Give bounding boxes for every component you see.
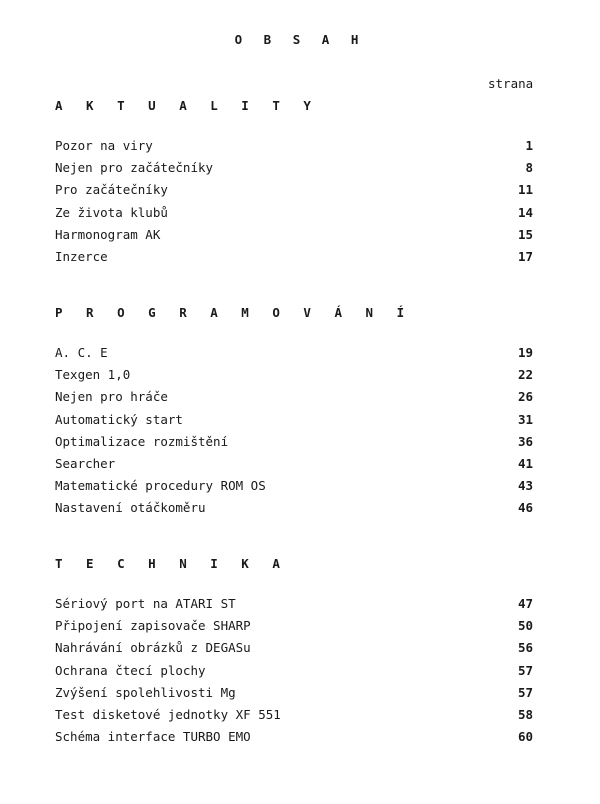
entry-title: Inzerce bbox=[55, 248, 108, 264]
entry-page-number: 57 bbox=[517, 684, 533, 700]
toc-entry[interactable] bbox=[55, 475, 533, 497]
entry-title: Harmonogram AK bbox=[55, 226, 161, 242]
entry-title: Nejen pro hráče bbox=[55, 389, 168, 405]
entry-page-number: 8 bbox=[525, 160, 533, 176]
entry-page-number: 57 bbox=[517, 662, 533, 678]
entry-title: Optimalizace rozmištění bbox=[55, 433, 229, 449]
entry-page-number: 58 bbox=[517, 706, 533, 722]
entry-title: Sériový port na ATARI ST bbox=[55, 596, 236, 611]
entry-page-number: 56 bbox=[517, 640, 533, 656]
entry-title: Ze života klubů bbox=[55, 204, 168, 220]
toc-entry[interactable] bbox=[55, 431, 533, 453]
entry-title: Matematické procedury ROM OS bbox=[55, 478, 266, 494]
toc-entry[interactable] bbox=[55, 202, 533, 224]
section-programovani bbox=[55, 302, 533, 520]
toc-entry[interactable] bbox=[55, 409, 533, 431]
entry-page-number: 46 bbox=[517, 500, 533, 516]
entry-title: Searcher bbox=[55, 455, 116, 471]
toc-entry[interactable] bbox=[55, 660, 533, 682]
entry-title: Texgen 1,0 bbox=[55, 367, 131, 383]
toc-entry[interactable] bbox=[55, 246, 533, 268]
entry-title: Připojení zapisovače SHARP bbox=[55, 618, 251, 634]
entry-title: A. C. E bbox=[55, 345, 108, 360]
entry-page-number: 47 bbox=[517, 596, 533, 611]
entry-page-number: 15 bbox=[517, 226, 533, 242]
toc-list bbox=[55, 342, 533, 520]
toc-entry[interactable] bbox=[55, 704, 533, 726]
entry-page-number: 41 bbox=[517, 455, 533, 471]
entry-page-number: 22 bbox=[517, 367, 533, 383]
entry-title: Automatický start bbox=[55, 411, 183, 427]
toc-entry[interactable] bbox=[55, 593, 533, 615]
entry-page-number: 19 bbox=[517, 345, 533, 360]
toc-entry[interactable] bbox=[55, 157, 533, 179]
toc-entry[interactable] bbox=[55, 637, 533, 659]
entry-page-number: 1 bbox=[525, 138, 533, 153]
entry-page-number: 60 bbox=[517, 729, 533, 745]
toc-entry[interactable] bbox=[55, 615, 533, 637]
entry-page-number: 50 bbox=[517, 618, 533, 634]
toc-entry[interactable] bbox=[55, 682, 533, 704]
toc-entry[interactable] bbox=[55, 224, 533, 246]
entry-title: Zvýšení spolehlivosti Mg bbox=[55, 684, 236, 700]
entry-page-number: 11 bbox=[517, 182, 533, 198]
entry-title: Nastavení otáčkoměru bbox=[55, 500, 206, 516]
entry-title: Pro začátečníky bbox=[55, 182, 168, 198]
section-heading: A K T U A L I T Y bbox=[55, 98, 319, 113]
entry-title: Test disketové jednotky XF 551 bbox=[55, 706, 281, 722]
entry-title: Pozor na viry bbox=[55, 138, 153, 153]
toc-entry[interactable] bbox=[55, 364, 533, 386]
section-technika bbox=[55, 553, 533, 748]
entry-page-number: 43 bbox=[517, 478, 533, 494]
entry-title: Ochrana čtecí plochy bbox=[55, 662, 206, 678]
toc-entry[interactable] bbox=[55, 342, 533, 364]
section-heading: P R O G R A M O V Á N Í bbox=[55, 305, 413, 320]
toc-entry[interactable] bbox=[55, 386, 533, 408]
entry-page-number: 26 bbox=[517, 389, 533, 405]
entry-page-number: 31 bbox=[517, 411, 533, 427]
toc-entry[interactable] bbox=[55, 135, 533, 157]
toc-entry[interactable] bbox=[55, 497, 533, 519]
page-title: O B S A H bbox=[234, 32, 366, 47]
toc-list bbox=[55, 593, 533, 748]
section-aktuality bbox=[55, 95, 533, 268]
toc-entry[interactable] bbox=[55, 179, 533, 201]
section-heading: T E C H N I K A bbox=[55, 556, 288, 571]
entry-title: Nahrávání obrázků z DEGASu bbox=[55, 640, 251, 656]
entry-title: Nejen pro začátečníky bbox=[55, 160, 214, 176]
toc-entry[interactable] bbox=[55, 453, 533, 475]
entry-title: Schéma interface TURBO EMO bbox=[55, 729, 251, 745]
entry-page-number: 17 bbox=[517, 248, 533, 264]
toc-entry[interactable] bbox=[55, 726, 533, 748]
page-column-label: strana bbox=[488, 76, 534, 91]
entry-page-number: 14 bbox=[517, 204, 533, 220]
entry-page-number: 36 bbox=[517, 433, 533, 449]
toc-list bbox=[55, 135, 533, 268]
